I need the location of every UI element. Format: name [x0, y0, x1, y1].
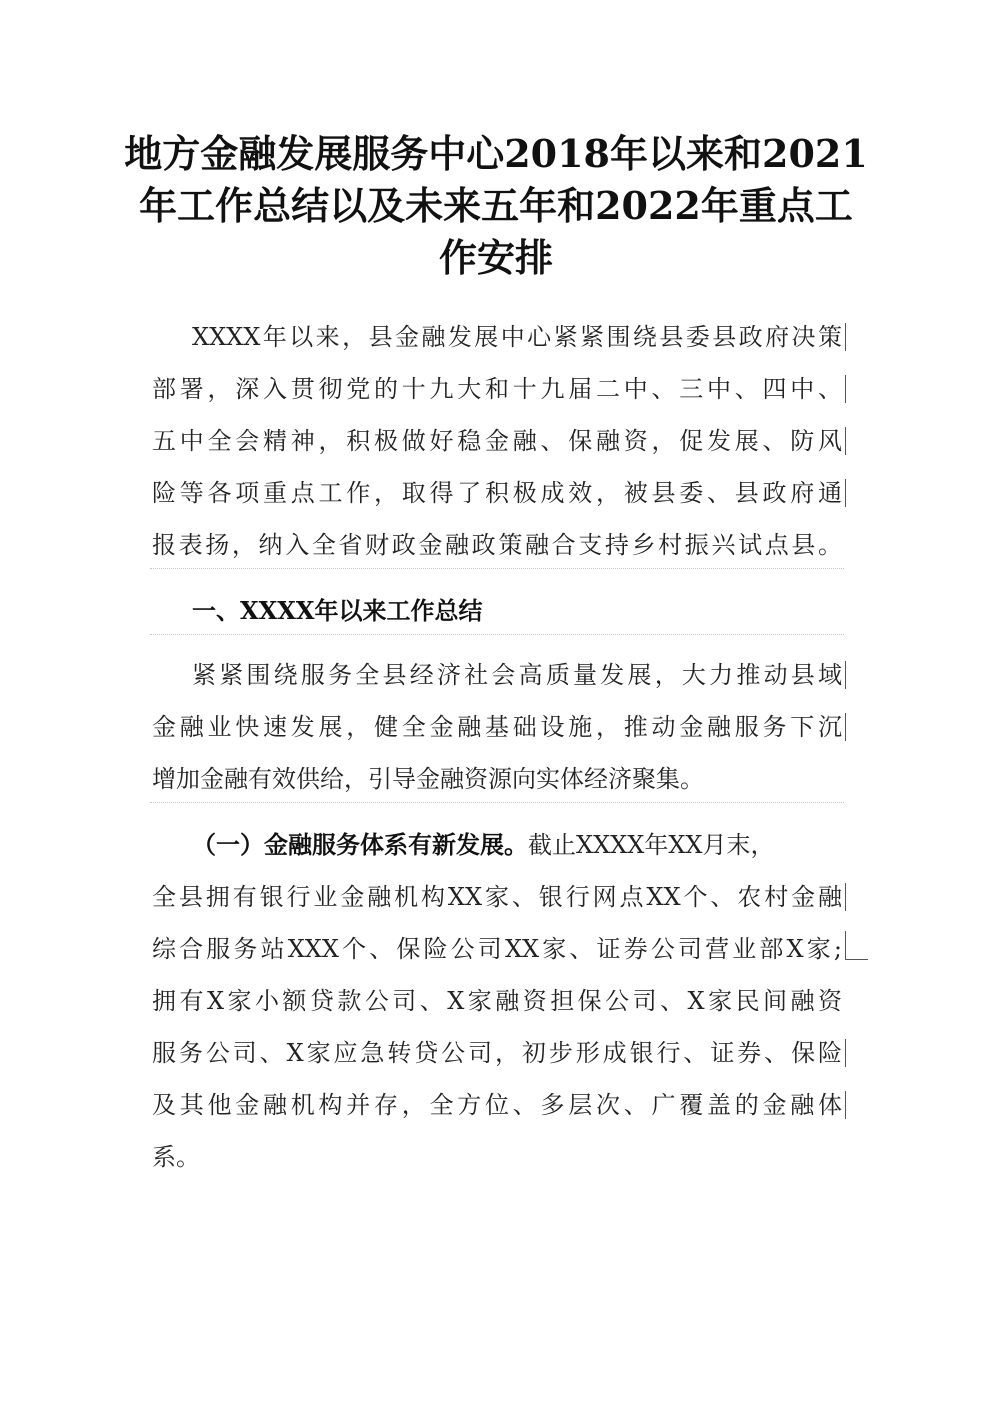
line-end-marker [845, 931, 868, 960]
line-end-marker [845, 375, 846, 403]
paragraph-divider [150, 634, 844, 635]
intro-line: 报表扬，纳入全省财政金融政策融合支持乡村振兴试点县。 [152, 531, 842, 559]
document-title [120, 128, 872, 284]
intro-line: 险等各项重点工作，取得了积极成效，被县委、县政府通 [152, 479, 842, 507]
section-line: 紧紧围绕服务全县经济社会高质量发展，大力推动县域 [192, 661, 842, 689]
line-end-marker [845, 661, 846, 689]
line-end-marker [845, 323, 846, 351]
intro-line: 五中全会精神，积极做好稳金融、保融资，促发展、防风 [152, 427, 842, 455]
subsection-line: 服务公司、X家应急转贷公司，初步形成银行、证券、保险 [152, 1039, 842, 1067]
intro-line: 部署，深入贯彻党的十九大和十九届二中、三中、四中、 [152, 375, 842, 403]
line-end-marker [845, 479, 846, 507]
line-end-marker [845, 713, 846, 741]
subsection-heading: （一）金融服务体系有新发展。 [192, 830, 528, 859]
section-line: 金融业快速发展，健全金融基础设施，推动金融服务下沉 [152, 713, 842, 741]
subsection-line: 拥有X家小额贷款公司、X家融资担保公司、X家民间融资 [152, 987, 842, 1015]
subsection-line: 及其他金融机构并存，全方位、多层次、广覆盖的金融体 [152, 1091, 842, 1119]
paragraph-divider [150, 802, 844, 803]
line-end-marker [845, 427, 846, 455]
subsection-line: 系。 [152, 1143, 200, 1171]
subsection-first-line [192, 830, 842, 860]
line-end-marker [845, 1091, 846, 1119]
subsection-first-line-text: 截止XXXX年XX月末， [528, 831, 775, 859]
line-end-marker [845, 1039, 846, 1067]
title-line-1: 地方金融发展服务中心2018年以来和2021 [124, 131, 868, 176]
section-heading: 一、XXXX年以来工作总结 [192, 596, 483, 625]
paragraph-divider [150, 568, 844, 569]
subsection-line: 全县拥有银行业金融机构XX家、银行网点XX个、农村金融 [152, 883, 842, 911]
title-line-2: 年工作总结以及未来五年和2022年重点工 [139, 183, 853, 228]
title-line-3: 作安排 [438, 235, 553, 280]
subsection-line: 综合服务站XXX个、保险公司XX家、证券公司营业部X家; [152, 935, 842, 963]
section-line: 增加金融有效供给，引导金融资源向实体经济聚集。 [152, 765, 704, 793]
intro-line: XXXX年以来，县金融发展中心紧紧围绕县委县政府决策 [192, 323, 842, 351]
line-end-marker [845, 883, 846, 911]
